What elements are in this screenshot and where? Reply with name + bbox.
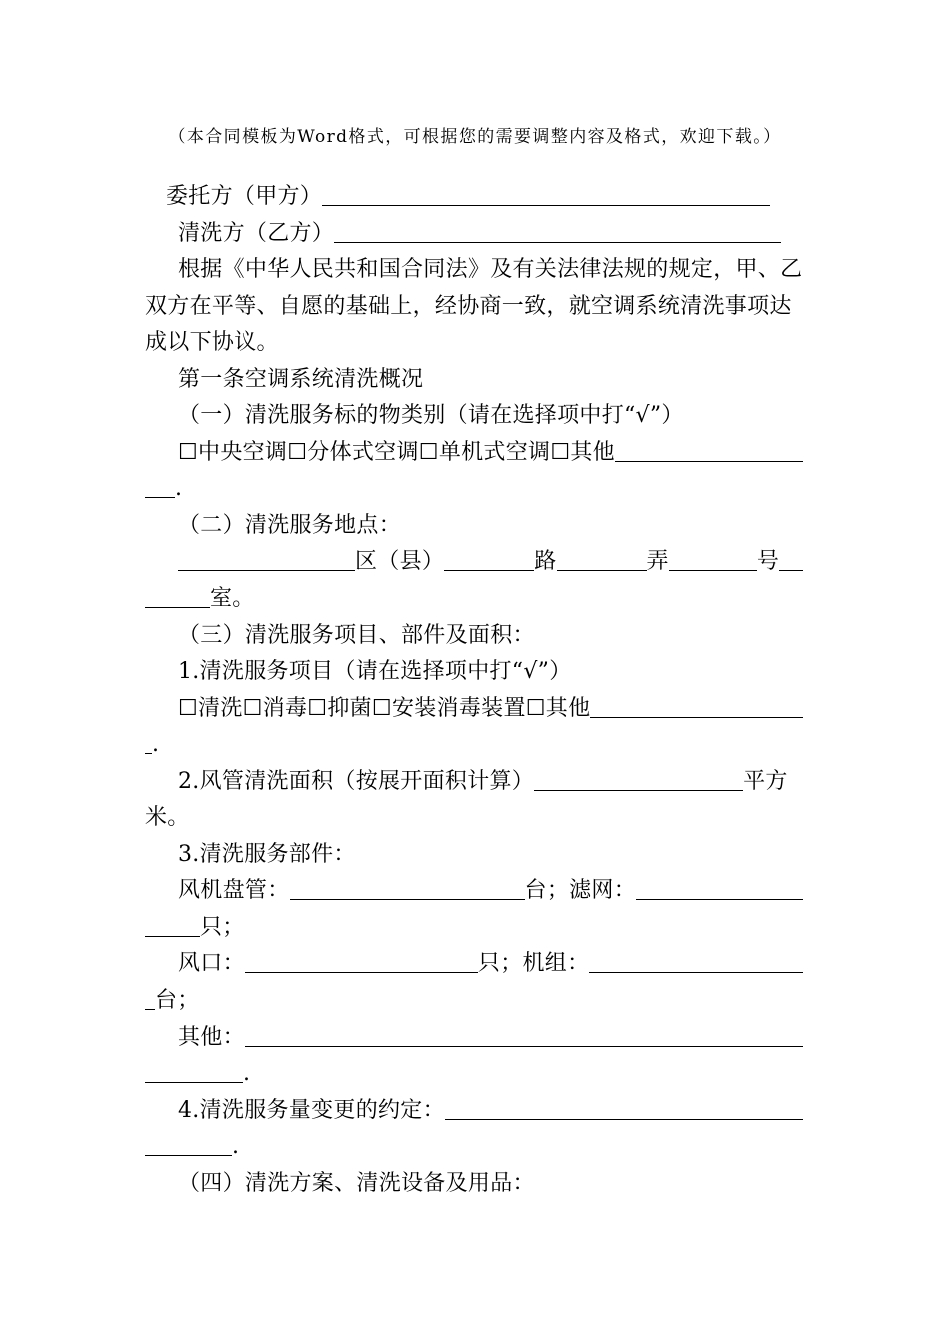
duct-area-unit: 平方 bbox=[743, 768, 788, 794]
duct-area-unit-cont: 米。 bbox=[145, 805, 190, 831]
item-4-title: （四）清洗方案、清洗设备及用品： bbox=[178, 1170, 535, 1196]
unit-blank-cont bbox=[145, 987, 155, 1010]
vent-blank bbox=[245, 950, 478, 973]
duct-area-label: 2.风管清洗面积（按展开面积计算） bbox=[178, 768, 535, 794]
district-unit: 区（县） bbox=[355, 549, 445, 575]
number-blank bbox=[669, 548, 757, 571]
volume-change-line-cont bbox=[145, 1129, 803, 1166]
other-parts-line-cont bbox=[145, 1056, 803, 1093]
preamble-line-3: 成以下协议。 bbox=[145, 330, 279, 356]
option-antibacterial: 抑菌 bbox=[327, 695, 372, 721]
other-parts-blank-cont bbox=[145, 1060, 243, 1083]
checkbox-icon: ☐ bbox=[178, 695, 199, 721]
filter-unit: 只； bbox=[200, 914, 245, 940]
other-parts-blank bbox=[245, 1024, 803, 1047]
option-install-device: 安装消毒装置 bbox=[391, 695, 526, 721]
filter-blank bbox=[636, 877, 803, 900]
party-a-label: 委托方（甲方） bbox=[166, 184, 323, 209]
end-mark: . bbox=[232, 1134, 240, 1160]
volume-change-line bbox=[145, 1093, 803, 1130]
option-clean: 清洗 bbox=[198, 695, 243, 721]
filter-line-cont bbox=[145, 910, 803, 947]
end-mark: . bbox=[243, 1061, 251, 1087]
party-b-label: 清洗方（乙方） bbox=[178, 220, 335, 246]
address-line-cont bbox=[145, 581, 803, 618]
unit-label: 只；机组： bbox=[477, 951, 590, 977]
other-parts-line bbox=[145, 1020, 803, 1057]
unit-unit: 台； bbox=[155, 988, 200, 1014]
option-other: 其他 bbox=[545, 695, 591, 721]
fan-coil-label: 风机盘管： bbox=[178, 878, 290, 904]
fan-coil-blank bbox=[290, 877, 525, 900]
duct-area-blank bbox=[534, 768, 743, 791]
item-2-title: （二）清洗服务地点： bbox=[178, 512, 402, 538]
lane-blank bbox=[557, 548, 647, 571]
filter-label: 台；滤网： bbox=[524, 878, 637, 904]
option-other-blank bbox=[590, 695, 803, 718]
district-blank bbox=[178, 548, 355, 571]
option-central-ac: 中央空调 bbox=[198, 439, 288, 465]
item-3-p1-title: 1.清洗服务项目（请在选择项中打“√”） bbox=[178, 659, 572, 685]
checkbox-icon: ☐ bbox=[550, 439, 571, 465]
room-unit: 室。 bbox=[210, 586, 255, 612]
volume-change-blank bbox=[445, 1097, 803, 1120]
unit-line-cont bbox=[145, 983, 803, 1020]
vent-line bbox=[145, 946, 803, 983]
checkbox-icon: ☐ bbox=[525, 695, 546, 721]
item-1-options-cont bbox=[145, 471, 803, 508]
checkbox-icon: ☐ bbox=[178, 439, 199, 465]
fan-coil-line bbox=[145, 873, 803, 910]
item-1-options bbox=[145, 435, 803, 472]
filter-blank-cont bbox=[145, 914, 200, 937]
checkbox-icon: ☐ bbox=[418, 439, 439, 465]
vent-label: 风口： bbox=[178, 951, 245, 977]
unit-blank bbox=[589, 950, 803, 973]
preamble-line-1: 根据《中华人民共和国合同法》及有关法律法规的规定，甲、乙 bbox=[178, 257, 803, 283]
party-a-line bbox=[145, 179, 803, 216]
checkbox-icon: ☐ bbox=[287, 439, 308, 465]
option-other-blank-cont bbox=[145, 731, 152, 754]
option-unitary-ac: 单机式空调 bbox=[438, 439, 551, 465]
party-b-line bbox=[145, 216, 803, 253]
party-b-blank bbox=[334, 220, 781, 243]
option-other-blank-cont bbox=[145, 475, 175, 498]
address-line bbox=[145, 544, 803, 581]
item-3-p1-options bbox=[145, 691, 803, 728]
checkbox-icon: ☐ bbox=[371, 695, 392, 721]
room-blank bbox=[779, 548, 803, 571]
item-3-p1-options-cont bbox=[145, 727, 803, 764]
option-split-ac: 分体式空调 bbox=[307, 439, 419, 465]
checkbox-icon: ☐ bbox=[242, 695, 263, 721]
checkbox-icon: ☐ bbox=[307, 695, 328, 721]
end-mark: . bbox=[152, 732, 160, 758]
party-a-blank bbox=[322, 183, 770, 206]
option-other-blank bbox=[615, 439, 803, 462]
item-3-p3-title: 3.清洗服务部件： bbox=[178, 841, 356, 867]
volume-change-label: 4.清洗服务量变更的约定： bbox=[178, 1097, 445, 1123]
contract-body bbox=[145, 179, 803, 1202]
item-1-title: （一）清洗服务标的物类别（请在选择项中打“√”） bbox=[178, 403, 684, 429]
other-parts-label: 其他： bbox=[178, 1024, 245, 1050]
option-disinfect: 消毒 bbox=[262, 695, 308, 721]
number-unit: 号 bbox=[756, 549, 780, 575]
lane-unit: 弄 bbox=[646, 549, 669, 575]
room-blank-cont bbox=[145, 585, 210, 608]
duct-area-line bbox=[145, 764, 803, 801]
volume-change-blank-cont bbox=[145, 1133, 232, 1156]
item-3-title: （三）清洗服务项目、部件及面积： bbox=[178, 622, 535, 648]
end-mark: . bbox=[175, 476, 183, 502]
road-blank bbox=[444, 548, 534, 571]
article-1-title: 第一条空调系统清洗概况 bbox=[178, 366, 424, 392]
option-other: 其他 bbox=[570, 439, 615, 465]
road-unit: 路 bbox=[534, 549, 557, 575]
preamble-line-2: 双方在平等、自愿的基础上，经协商一致，就空调系统清洗事项达 bbox=[145, 293, 792, 319]
template-note: （本合同模板为Word格式，可根据您的需要调整内容及格式，欢迎下载。） bbox=[168, 127, 782, 147]
